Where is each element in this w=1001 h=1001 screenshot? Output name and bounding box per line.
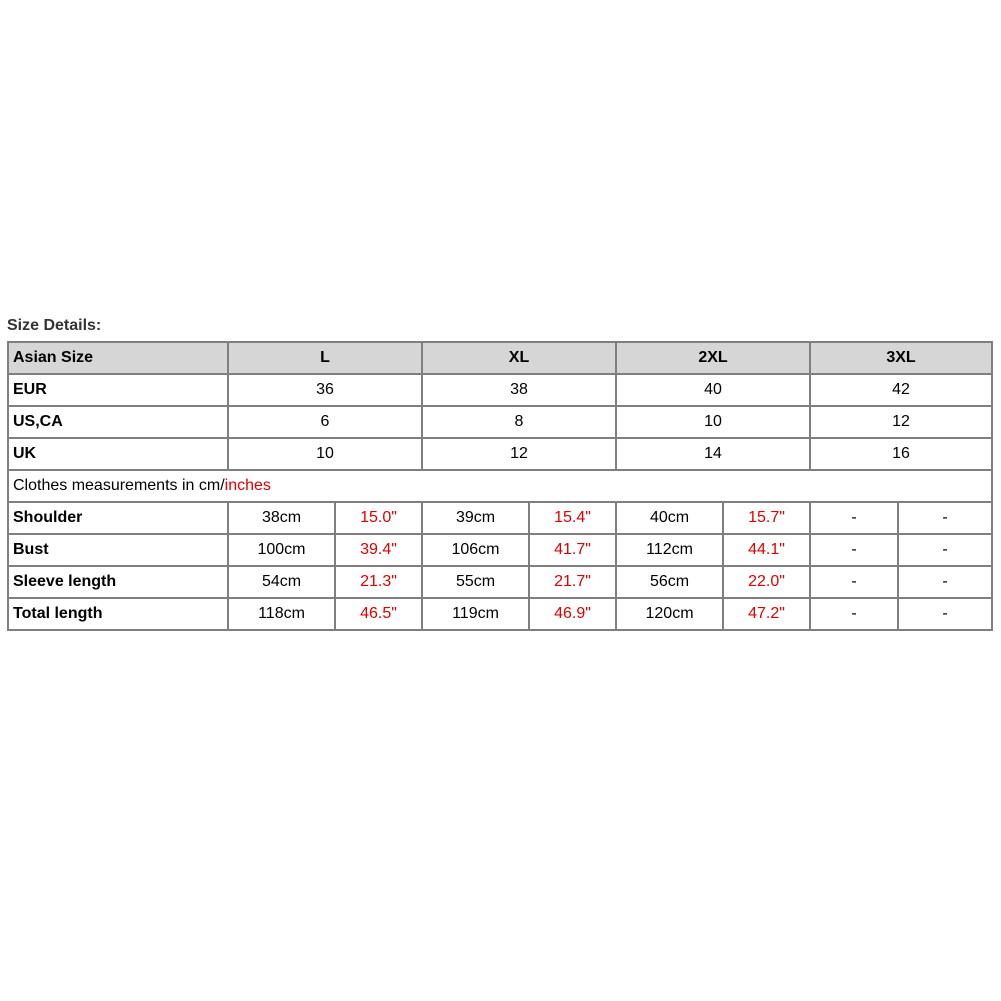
table-cell: 15.7" [723, 502, 810, 534]
table-cell: 56cm [616, 566, 723, 598]
table-cell: 44.1" [723, 534, 810, 566]
table-cell: 40cm [616, 502, 723, 534]
size-header-2xl: 2XL [616, 342, 810, 374]
size-header-l: L [228, 342, 422, 374]
size-table [7, 341, 993, 631]
measurements-heading-suffix: inches [224, 477, 271, 494]
conversion-row-uk [8, 438, 992, 470]
table-cell: 12 [422, 438, 616, 470]
table-cell: 38cm [228, 502, 335, 534]
table-cell: - [810, 502, 898, 534]
header-label: Asian Size [8, 342, 228, 374]
table-cell: 36 [228, 374, 422, 406]
row-label: US,CA [8, 406, 228, 438]
page-title: Size Details: [7, 317, 102, 334]
table-cell: 106cm [422, 534, 529, 566]
measurement-row-total-length [8, 598, 992, 630]
measurements-heading-row [8, 470, 992, 502]
table-cell: - [898, 534, 992, 566]
table-cell: 40 [616, 374, 810, 406]
row-label: UK [8, 438, 228, 470]
row-label: Sleeve length [8, 566, 228, 598]
row-label: Bust [8, 534, 228, 566]
table-cell: 46.5" [335, 598, 422, 630]
table-cell: 100cm [228, 534, 335, 566]
size-header-3xl: 3XL [810, 342, 992, 374]
conversion-row-us-ca [8, 406, 992, 438]
measurement-row-bust [8, 534, 992, 566]
table-cell: 15.0" [335, 502, 422, 534]
table-cell: 10 [616, 406, 810, 438]
table-cell: 42 [810, 374, 992, 406]
table-cell: 41.7" [529, 534, 616, 566]
measurements-heading [8, 470, 992, 502]
size-header-xl: XL [422, 342, 616, 374]
table-cell: 21.3" [335, 566, 422, 598]
conversion-row-eur [8, 374, 992, 406]
table-cell: 6 [228, 406, 422, 438]
header-row [8, 342, 992, 374]
table-cell: 112cm [616, 534, 723, 566]
table-cell: 16 [810, 438, 992, 470]
table-cell: 120cm [616, 598, 723, 630]
table-cell: 38 [422, 374, 616, 406]
table-cell: 47.2" [723, 598, 810, 630]
measurement-row-sleeve-length [8, 566, 992, 598]
table-cell: 39cm [422, 502, 529, 534]
row-label: Shoulder [8, 502, 228, 534]
table-cell: 22.0" [723, 566, 810, 598]
measurement-row-shoulder [8, 502, 992, 534]
table-cell: - [898, 566, 992, 598]
table-cell: 46.9" [529, 598, 616, 630]
table-cell: 118cm [228, 598, 335, 630]
table-cell: - [810, 566, 898, 598]
row-label: EUR [8, 374, 228, 406]
table-cell: - [898, 502, 992, 534]
table-cell: 39.4" [335, 534, 422, 566]
table-cell: 55cm [422, 566, 529, 598]
table-cell: 8 [422, 406, 616, 438]
table-cell: 12 [810, 406, 992, 438]
table-cell: 21.7" [529, 566, 616, 598]
table-cell: - [810, 598, 898, 630]
table-cell: 10 [228, 438, 422, 470]
row-label: Total length [8, 598, 228, 630]
measurements-heading-prefix: Clothes measurements in cm/ [13, 477, 225, 494]
table-cell: 14 [616, 438, 810, 470]
table-cell: - [810, 534, 898, 566]
table-cell: 15.4" [529, 502, 616, 534]
table-cell: - [898, 598, 992, 630]
table-cell: 119cm [422, 598, 529, 630]
table-cell: 54cm [228, 566, 335, 598]
